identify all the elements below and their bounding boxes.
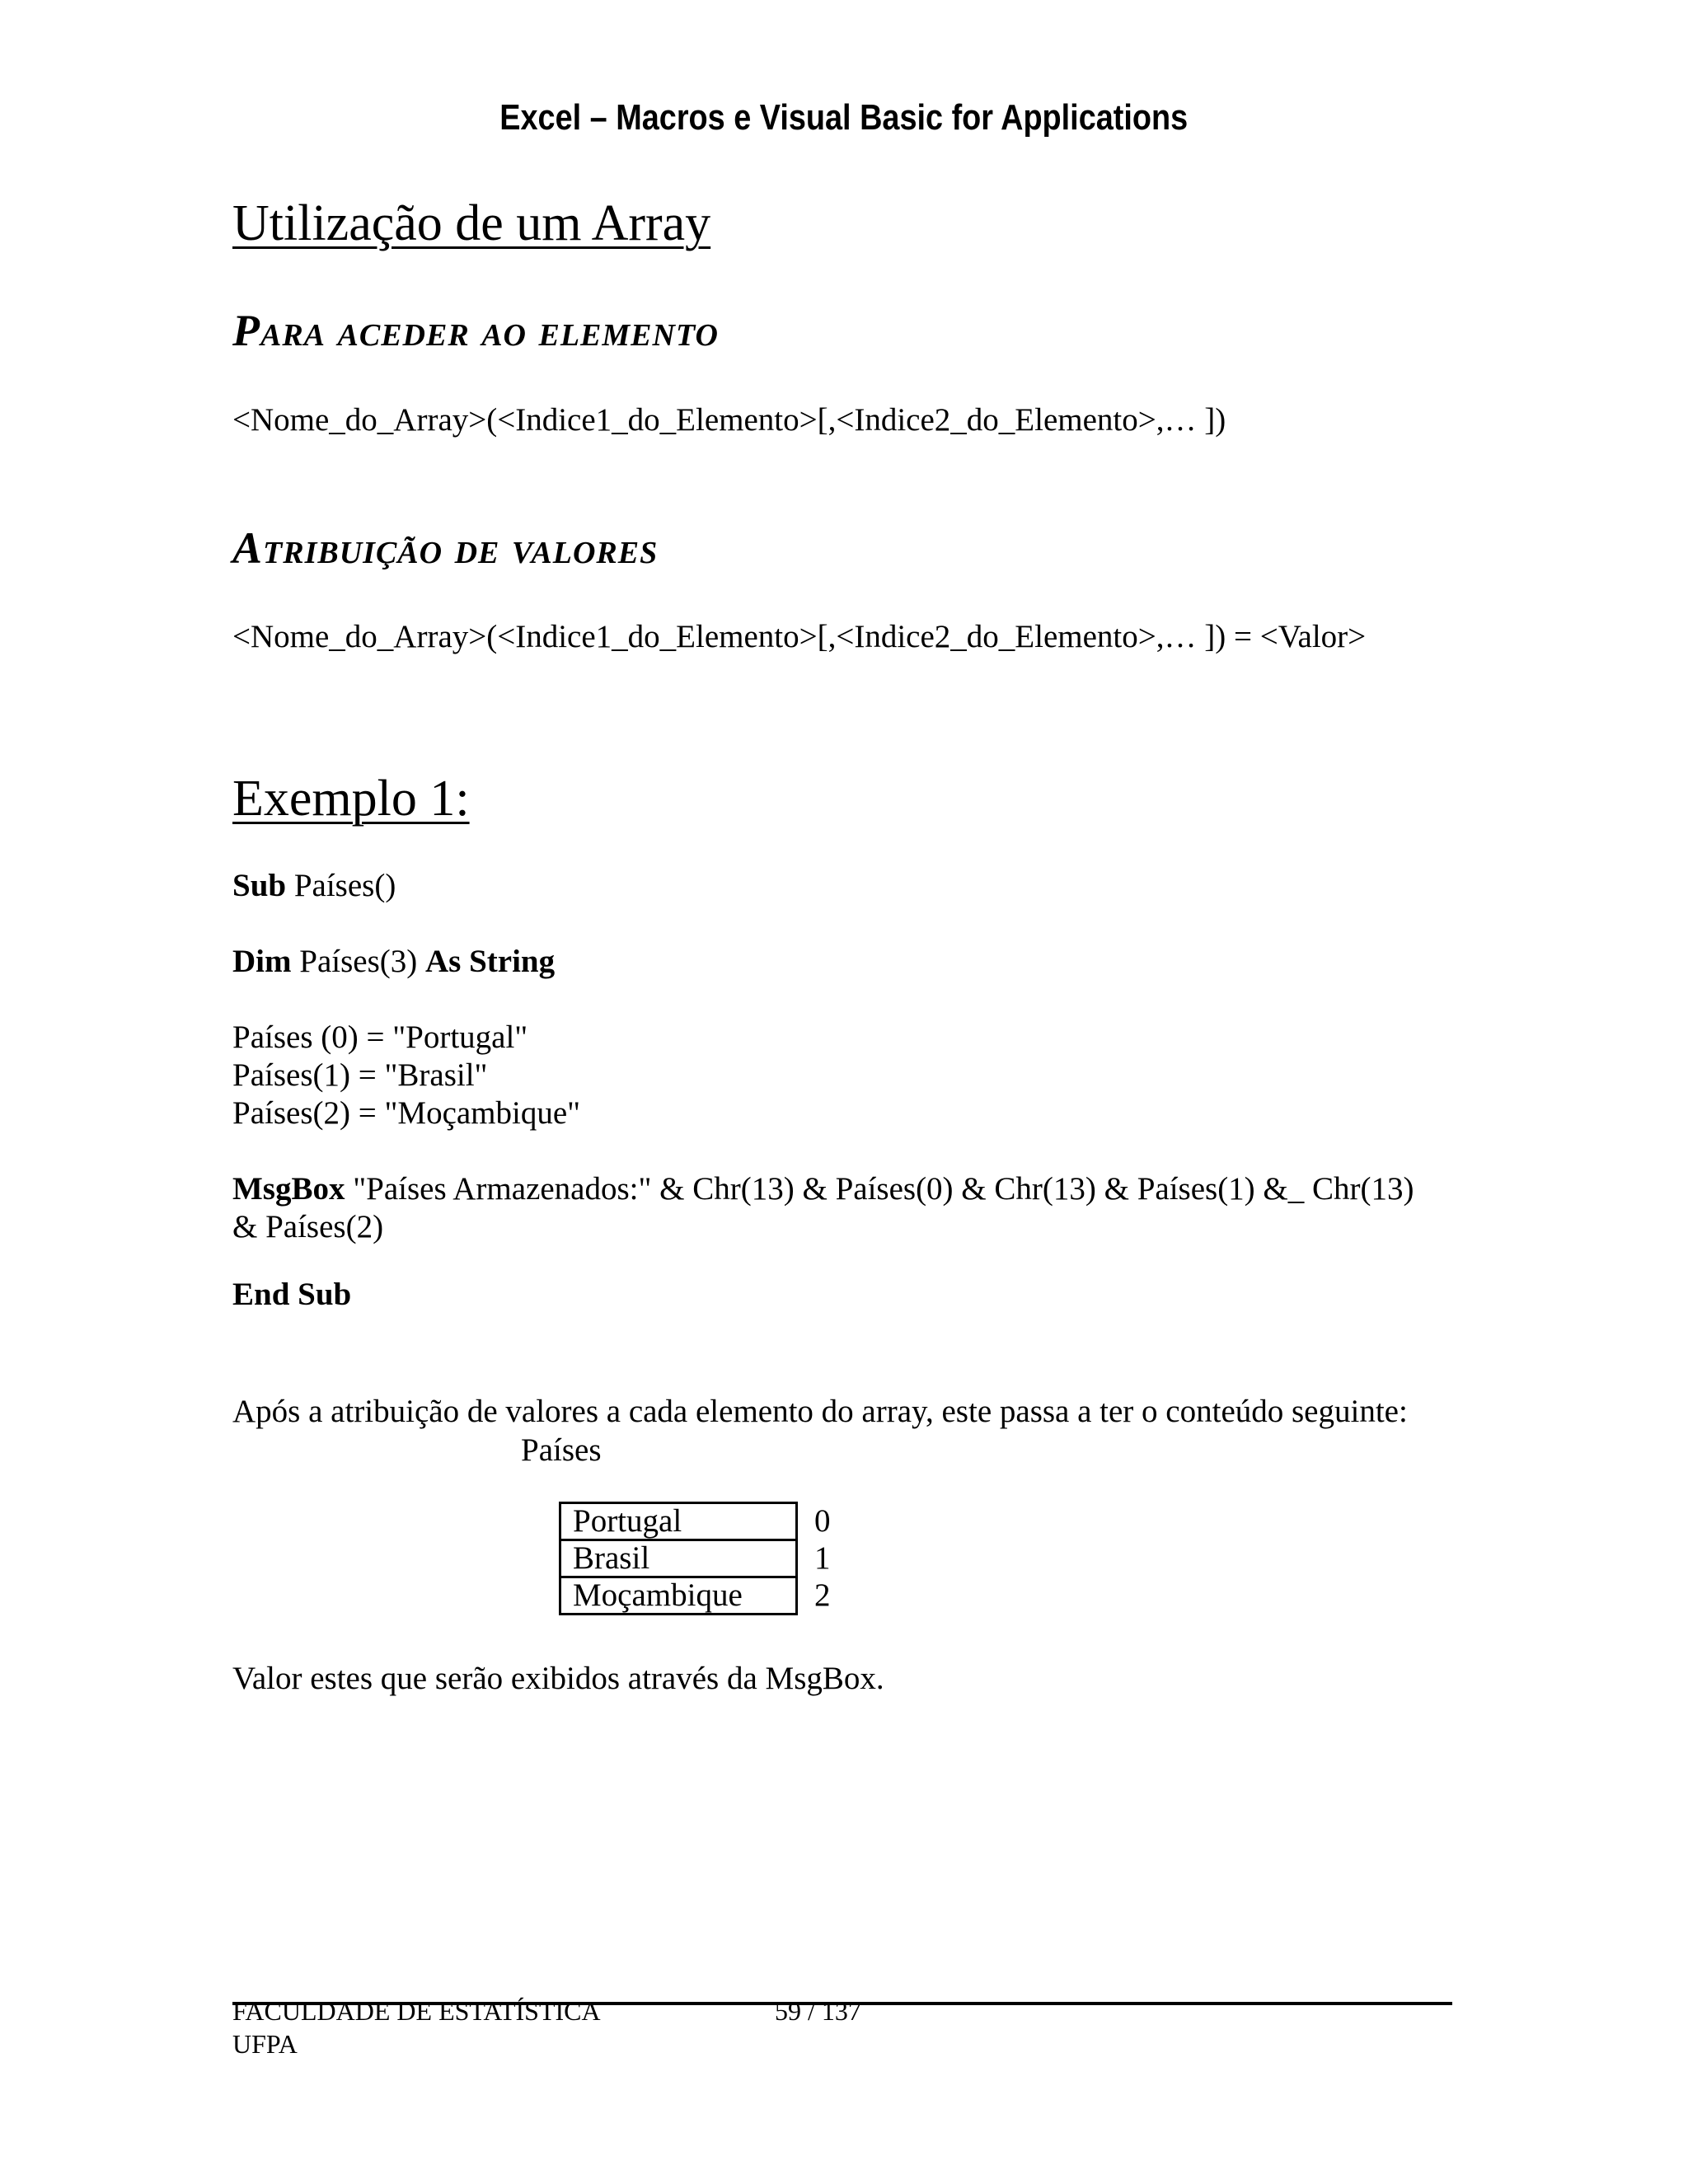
- code-assign-line: Países(2) = "Moçambique": [232, 1095, 581, 1131]
- code-assign-line: Países(1) = "Brasil": [232, 1057, 488, 1093]
- array-cell-index: 0: [814, 1503, 831, 1539]
- msgbox-arguments: "Países Armazenados:" & Chr(13) & Países(0) & Chr(13) & Países(1) &_ Chr(13): [345, 1171, 1414, 1207]
- keyword-sub: Sub: [232, 868, 287, 903]
- keyword-msgbox: MsgBox: [232, 1171, 345, 1207]
- page-header: Excel – Macros e Visual Basic for Applications: [499, 97, 1189, 138]
- closing-text: Valor estes que serão exibidos através da MsgBox.: [232, 1661, 884, 1696]
- array-cell-value: Brasil: [560, 1540, 797, 1577]
- footer-university: UFPA: [232, 2029, 298, 2059]
- keyword-dim: Dim: [232, 944, 292, 979]
- code-msgbox-line: [232, 1170, 1414, 1208]
- array-cell-value: Portugal: [560, 1503, 797, 1540]
- code-sub-line: [232, 867, 396, 905]
- array-diagram: [559, 1502, 833, 1615]
- dim-declaration: Países(3): [291, 944, 425, 979]
- sub-name: Países(): [286, 868, 396, 903]
- assign-heading: Atribuição de valores: [232, 523, 659, 573]
- array-cell-index: 2: [814, 1577, 831, 1613]
- keyword-end-sub: End Sub: [232, 1277, 352, 1312]
- footer-institution: FACULDADE DE ESTATÍSTICA: [232, 1996, 601, 2026]
- section-title: Utilização de um Array: [232, 195, 711, 251]
- example-title: Exemplo 1:: [232, 771, 470, 827]
- code-msgbox-continuation: & Países(2): [232, 1209, 384, 1244]
- code-end-sub: [232, 1276, 351, 1314]
- array-cell-value: Moçambique: [560, 1577, 797, 1615]
- access-heading: Para aceder ao elemento: [232, 306, 719, 355]
- access-syntax: <Nome_do_Array>(<Indice1_do_Elemento>[,<Indice2_do_Elemento>,… ]): [232, 402, 1226, 438]
- array-row: [560, 1540, 832, 1577]
- array-row: [560, 1503, 832, 1540]
- page-number: 59 / 137: [775, 1996, 861, 2026]
- keyword-as-string: As String: [424, 944, 556, 979]
- after-text: Após a atribuição de valores a cada elemento do array, este passa a ter o conteúdo seguinte:: [232, 1394, 1408, 1429]
- code-assign-line: Países (0) = "Portugal": [232, 1019, 528, 1055]
- code-dim-line: [232, 943, 555, 981]
- array-cell-index: 1: [814, 1540, 831, 1576]
- assign-syntax: <Nome_do_Array>(<Indice1_do_Elemento>[,<Indice2_do_Elemento>,… ]) = <Valor>: [232, 619, 1367, 654]
- array-label: Países: [521, 1432, 602, 1468]
- array-row: [560, 1577, 832, 1615]
